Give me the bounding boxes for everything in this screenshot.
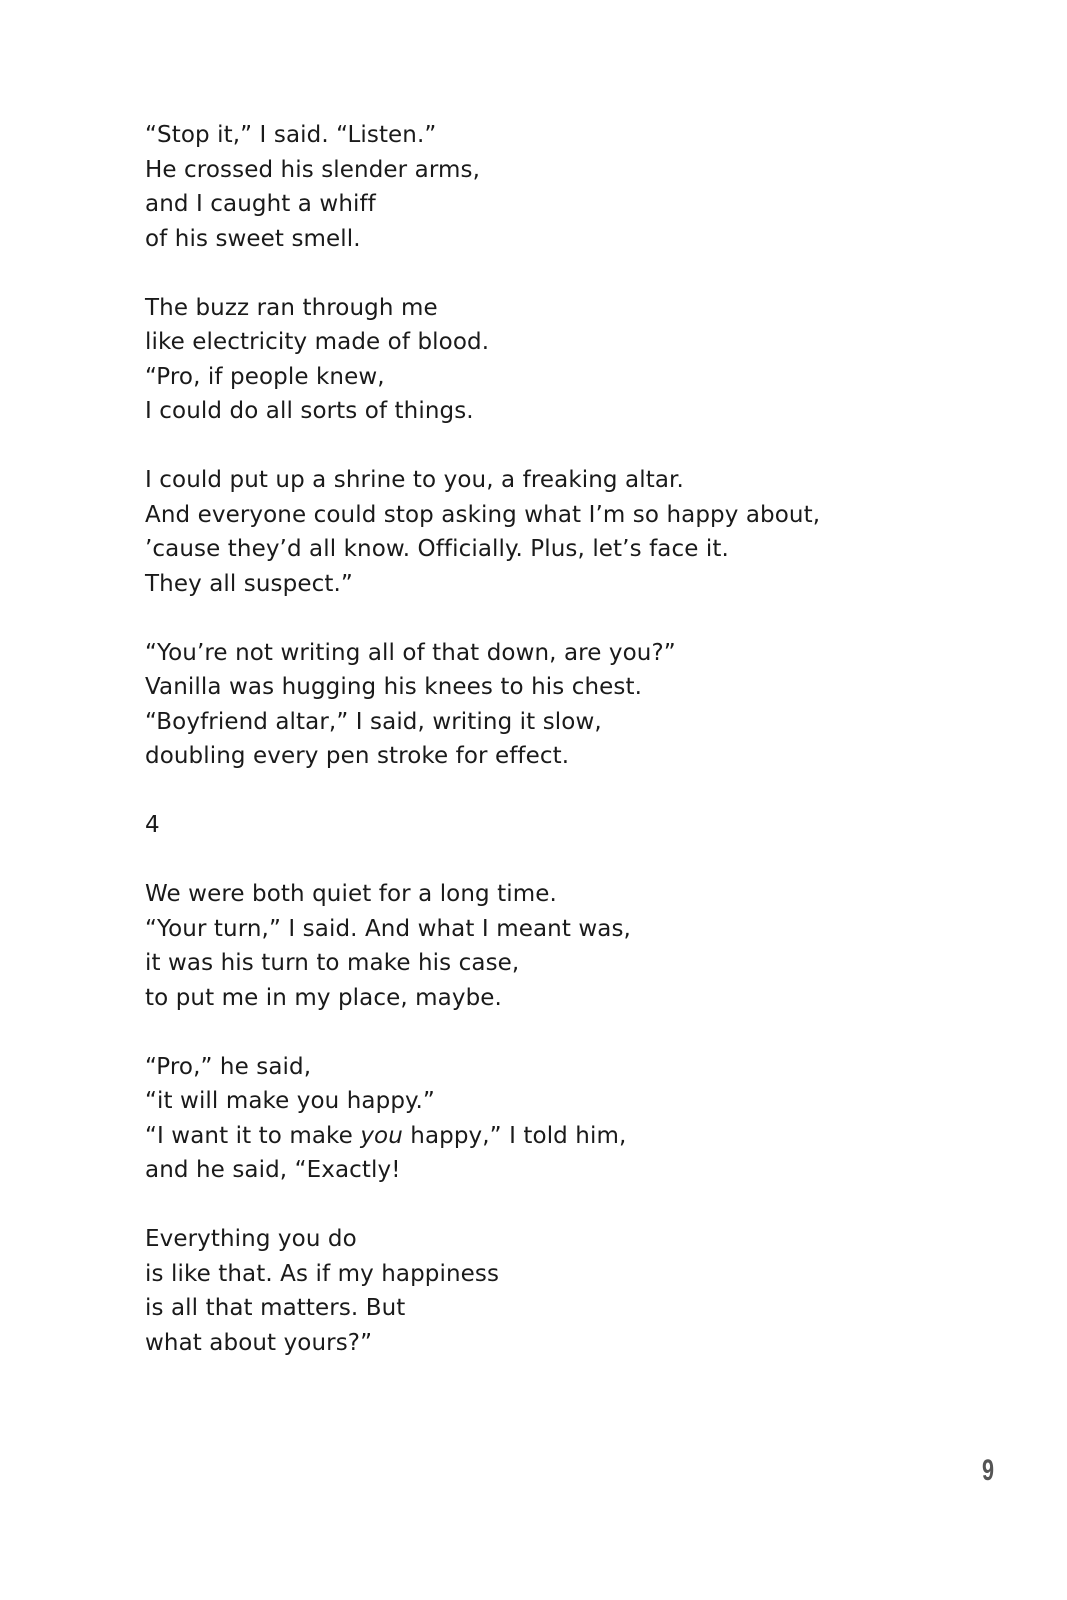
poem-line: They all suspect.” bbox=[145, 570, 353, 597]
poem-text bbox=[145, 118, 945, 1395]
poem-line: is like that. As if my happiness bbox=[145, 1260, 500, 1287]
poem-line: to put me in my place, maybe. bbox=[145, 984, 502, 1011]
poem-line: Vanilla was hugging his knees to his chest. bbox=[145, 674, 643, 700]
poem-line: The buzz ran through me bbox=[145, 294, 438, 321]
poem-line: is all that matters. But bbox=[145, 1295, 406, 1321]
page-number: 9 bbox=[982, 1454, 995, 1487]
poem-line: ’cause they’d all know. Officially. Plus, let’s face it. bbox=[145, 536, 729, 562]
stanza bbox=[145, 291, 945, 429]
poem-line: what about yours?” bbox=[145, 1329, 373, 1356]
poem-line-segment: “I want it to make bbox=[145, 1122, 361, 1149]
section-number: 4 bbox=[145, 812, 160, 838]
poem-line: of his sweet smell. bbox=[145, 225, 361, 252]
poem-line: Everything you do bbox=[145, 1226, 357, 1252]
poem-line: “Your turn,” I said. And what I meant was, bbox=[145, 915, 631, 942]
poem-line: and I caught a whiff bbox=[145, 191, 376, 217]
poem-line: “Stop it,” I said. “Listen.” bbox=[145, 122, 437, 148]
poem-line: doubling every pen stroke for effect. bbox=[145, 743, 570, 769]
stanza bbox=[145, 118, 945, 256]
stanza bbox=[145, 1222, 945, 1360]
poem-line: and he said, “Exactly! bbox=[145, 1157, 401, 1183]
poem-line: “You’re not writing all of that down, are you?” bbox=[145, 639, 676, 666]
poem-line: I could do all sorts of things. bbox=[145, 398, 474, 424]
poem-line-segment: happy,” I told him, bbox=[402, 1122, 627, 1149]
stanza bbox=[145, 636, 945, 774]
stanza bbox=[145, 463, 945, 601]
poem-line bbox=[145, 1119, 945, 1154]
poem-line: I could put up a shrine to you, a freaking altar. bbox=[145, 467, 684, 493]
poem-line: “Boyfriend altar,” I said, writing it slow, bbox=[145, 708, 602, 735]
poem-line: “it will make you happy.” bbox=[145, 1088, 435, 1114]
poem-line: And everyone could stop asking what I’m so happy about, bbox=[145, 501, 821, 528]
poem-line: “Pro, if people knew, bbox=[145, 363, 385, 390]
poem-line: it was his turn to make his case, bbox=[145, 950, 520, 976]
stanza bbox=[145, 1050, 945, 1188]
poem-line: We were both quiet for a long time. bbox=[145, 881, 557, 907]
poem-line: He crossed his slender arms, bbox=[145, 156, 480, 183]
stanza bbox=[145, 877, 945, 1015]
italic-emphasis: you bbox=[360, 1122, 403, 1149]
poem-line: like electricity made of blood. bbox=[145, 329, 490, 355]
poem-line: “Pro,” he said, bbox=[145, 1053, 312, 1080]
